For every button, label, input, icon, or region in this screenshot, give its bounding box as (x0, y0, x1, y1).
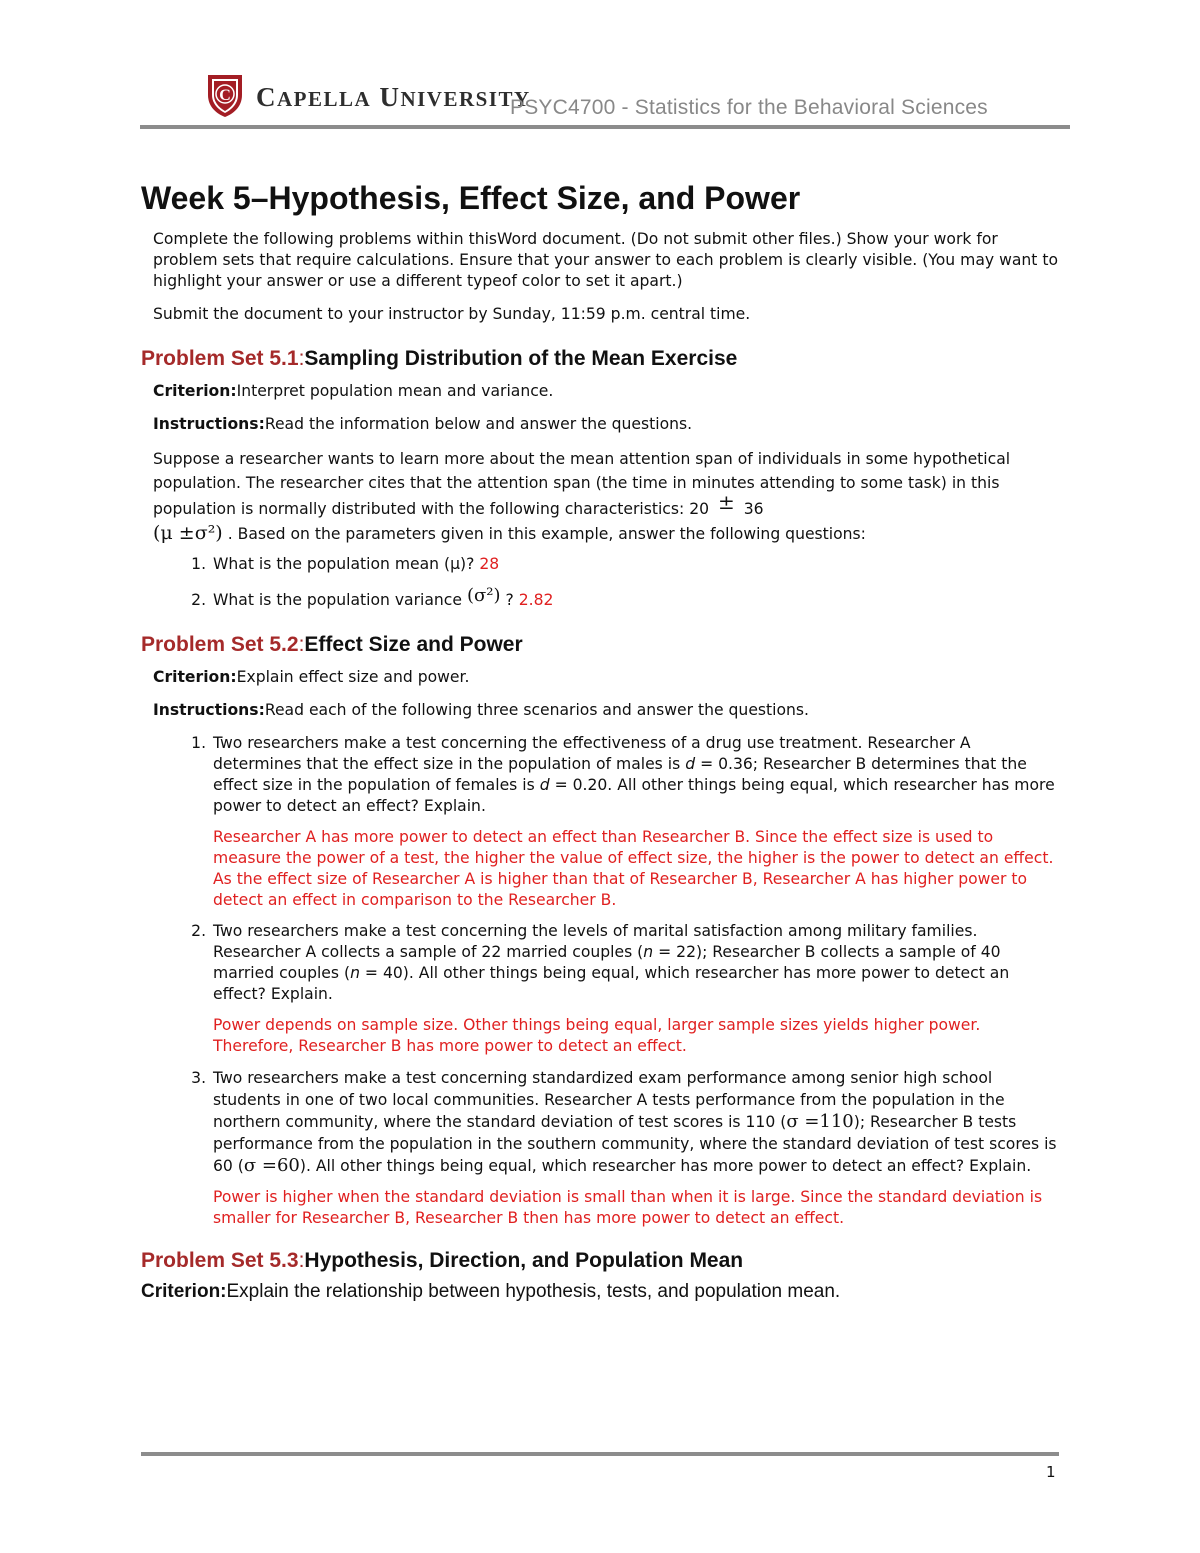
svg-text:C: C (219, 87, 231, 104)
instructions: Instructions:Read the information below and answer the questions. (153, 415, 693, 433)
mean-variance-formula: (μ ±σ²) (153, 522, 223, 544)
problem-set-heading: Problem Set 5.1:Sampling Distribution of the Mean Exercise (141, 347, 738, 370)
instructions: Instructions:Read each of the following three scenarios and answer the questions. (153, 701, 809, 719)
list-item: 1. Two researchers make a test concerning the effectiveness of a drug use treatment. Researcher A determines that the effect size in the population of males is d = 0.36; Researcher B determines that the effect size in the population of females is d = 0.20. All other things being equal, which researcher has more power to detect an effect? Explain. Researcher A has more power to detect an effect than Researcher B. Since the effect size is used to measure the power of a test, the higher the value of effect size, the higher is the power to detect an effect. As the effect size of Researcher A is higher than that of Researcher B, Researcher A has higher power to detect an effect in comparison to the Researcher B. (211, 733, 1061, 911)
footer-divider (141, 1452, 1059, 1456)
page-title: Week 5–Hypothesis, Effect Size, and Power (141, 180, 801, 216)
document-body (141, 180, 1061, 1302)
submit-paragraph: Submit the document to your instructor by Sunday, 11:59 p.m. central time. (153, 305, 751, 323)
list-item: 2. Two researchers make a test concerning the levels of marital satisfaction among military families. Researcher A collects a sample of 22 married couples (n = 22); Researcher B collects a sample of 40 married couples (n = 40). All other things being equal, which researcher has more power to detect an effect? Explain. Power depends on sample size. Other things being equal, larger sample sizes yields higher power. Therefore, Researcher B has more power to detect an effect. (211, 921, 1061, 1057)
answer-text: Power depends on sample size. Other things being equal, larger sample sizes yields higher power. Therefore, Researcher B has more power to detect an effect. (213, 1016, 981, 1055)
answer-text: Researcher A has more power to detect an effect than Researcher B. Since the effect size is used to measure the power of a test, the higher the value of effect size, the higher is the power to detect an effect. As the effect size of Researcher A is higher than that of Researcher B, Researcher A has higher power to detect an effect in comparison to the Researcher B. (213, 828, 1054, 909)
sd-formula: σ =110 (786, 1111, 854, 1132)
page-header (140, 66, 1070, 128)
list-item: 2. What is the population variance (σ²) ? 2.82 (211, 589, 1061, 611)
criterion: Criterion:Explain the relationship between hypothesis, tests, and population mean. (141, 1281, 841, 1302)
list-item: 1. What is the population mean (μ)? 28 (211, 554, 1061, 575)
problem-set-heading: Problem Set 5.3:Hypothesis, Direction, and Population Mean (141, 1249, 744, 1272)
header-divider (140, 125, 1070, 129)
scenario-paragraph: Suppose a researcher wants to learn more about the mean attention span of individuals in some hypothetical population. The researcher cites that the attention span (the time in minutes attending to some task) in this population is normally distributed with the following characteristics: 20 ± 36 (μ ±σ²) . Based on the parameters given in this example, answer the following questions: (153, 450, 1011, 544)
sd-formula: σ =60 (243, 1155, 300, 1176)
course-title: PSYC4700 - Statistics for the Behavioral Sciences (510, 96, 988, 119)
list-item: 3. Two researchers make a test concerning standardized exam performance among senior high school students in one of two local communities. Researcher A tests performance from the population in the northern community, where the standard deviation of test scores is 110 (σ =110); Researcher B tests performance from the population in the southern community, where the standard deviation of test scores is 60 (σ =60). All other things being equal, which researcher has more power to detect an effect? Explain. Power is higher when the standard deviation is small than when it is large. Since the standard deviation is smaller for Researcher B, Researcher B then has more power to detect an effect. (211, 1067, 1061, 1229)
criterion: Criterion:Interpret population mean and variance. (153, 382, 554, 400)
question-list (141, 733, 1061, 1229)
problem-set-heading: Problem Set 5.2:Effect Size and Power (141, 633, 523, 656)
intro-paragraph: Complete the following problems within thisWord document. (Do not submit other files.) Show your work for problem sets that require calculations. Ensure that your answer to each problem is clearly visible. (You may want to highlight your answer or use a different typeof color to set it apart.) (153, 230, 1058, 290)
capella-shield-logo-icon (206, 71, 244, 119)
criterion: Criterion:Explain effect size and power. (153, 668, 470, 686)
answer-text: Power is higher when the standard deviation is small than when it is large. Since the standard deviation is smaller for Researcher B, Researcher B then has more power to detect an effect. (213, 1188, 1043, 1227)
page-number: 1 (1046, 1463, 1056, 1481)
question-list (141, 554, 1061, 611)
variance-formula: (σ²) (466, 585, 501, 606)
university-name: CAPELLA UNIVERSITY (256, 82, 531, 112)
